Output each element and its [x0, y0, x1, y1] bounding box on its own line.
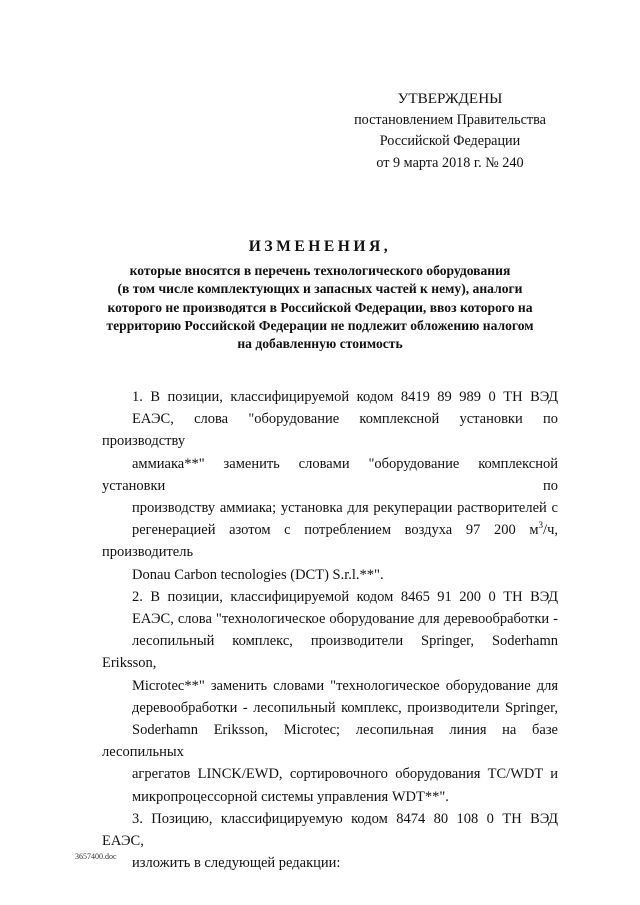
paragraph-line: Microtec**" заменить словами "технологическое оборудование для [132, 677, 558, 694]
paragraph-line: деревообработки - лесопильный комплекс, производители Springer, [132, 699, 558, 716]
paragraph-line: 2. В позиции, классифицируемой кодом 8465 91 200 0 ТН ВЭД [132, 588, 558, 605]
paragraph-line: изложить в следующей редакции: [132, 855, 341, 872]
paragraph-line: Soderhamn Eriksson, Microtec; лесопильная линия на базе лесопильных [102, 722, 558, 761]
subtitle-line: которые вносятся в перечень технологического оборудования [129, 263, 511, 278]
subtitle-line: которого не производятся в Российской Федерации, ввоз которого на [107, 299, 533, 315]
paragraph-line: 3. Позицию, классифицируемую кодом 8474 80 108 0 ТН ВЭД ЕАЭС, [102, 810, 558, 850]
paragraph-line: ЕАЭС, слова "оборудование комплексной установки по производству [102, 411, 558, 450]
paragraph-1 [102, 386, 558, 586]
approval-heading: УТВЕРЖДЕНЫ [397, 90, 503, 107]
approval-line: от 9 марта 2018 г. № 240 [376, 154, 524, 171]
file-name-footer: 3657400.doc [75, 852, 117, 861]
paragraph-line: Donau Carbon tecnologies (DCT) S.r.l.**". [132, 566, 384, 583]
paragraph-line: ЕАЭС, слова "технологическое оборудование для деревообработки - [132, 611, 558, 628]
paragraph-line: производству аммиака; установка для рекуперации растворителей с [132, 500, 558, 517]
document-title: ИЗМЕНЕНИЯ, [248, 238, 392, 255]
paragraph-3 [102, 808, 558, 875]
subtitle-line: на добавленную стоимость [237, 336, 403, 352]
paragraph-line: микропроцессорной системы управления WDT**". [132, 788, 449, 805]
paragraph-line: лесопильный комплекс, производители Springer, Soderhamn Eriksson, [102, 633, 558, 672]
subtitle-line: территорию Российской Федерации не подлежит обложению налогом [106, 317, 534, 333]
paragraph-line: аммиака**" заменить словами "оборудование комплексной установки по [102, 455, 558, 494]
approval-line: постановлением Правительства [354, 111, 546, 128]
line-text: регенерацией азотом с потреблением воздуха 97 200 м [132, 522, 539, 539]
approval-block [345, 88, 555, 174]
superscript-unit: 3 [538, 520, 544, 531]
line-text-tail: /ч, производитель [102, 522, 558, 561]
paragraph-line-with-unit [102, 519, 558, 563]
document-subtitle [86, 262, 554, 353]
paragraph-line: 1. В позиции, классифицируемой кодом 8419 89 989 0 ТН ВЭД [132, 389, 558, 405]
subtitle-line: (в том числе комплектующих и запасных частей к нему), аналоги [117, 281, 523, 297]
document-body [102, 386, 558, 874]
paragraph-2 [102, 586, 558, 808]
paragraph-line: агрегатов LINCK/EWD, сортировочного оборудования TC/WDT и [132, 766, 558, 783]
approval-line: Российской Федерации [379, 133, 521, 149]
